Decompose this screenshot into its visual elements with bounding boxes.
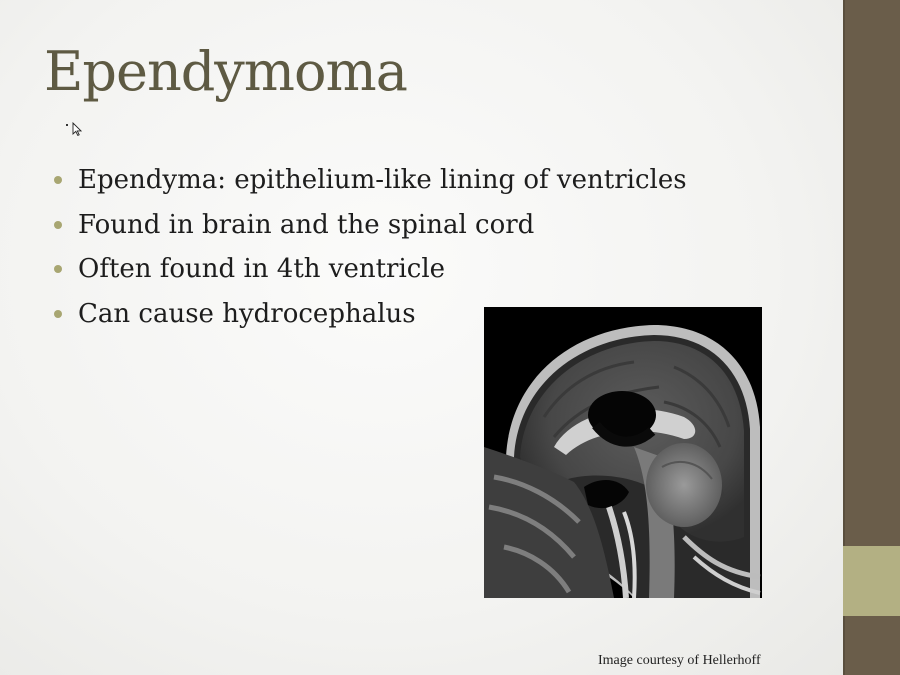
bullet-text: Often found in 4th ventricle <box>78 254 446 284</box>
bullet-icon <box>54 265 62 273</box>
bullet-icon <box>54 221 62 229</box>
image-caption: Image courtesy of Hellerhoff <box>598 653 761 668</box>
mri-scan-image <box>484 307 762 598</box>
mouse-pointer-icon <box>72 122 82 136</box>
slide-title: Ependymoma <box>44 40 407 103</box>
stray-dot <box>66 124 68 126</box>
bullet-text: Ependyma: epithelium-like lining of ventricles <box>78 165 687 195</box>
bullet-item <box>52 203 687 248</box>
bullet-text: Can cause hydrocephalus <box>78 298 416 329</box>
bullet-item <box>52 158 687 203</box>
bullet-icon <box>54 310 62 318</box>
bullet-text: Found in brain and the spinal cord <box>78 209 535 240</box>
bullet-item <box>52 247 687 292</box>
slide-sidebar-accent <box>843 546 900 616</box>
bullet-icon <box>54 176 62 184</box>
mri-brain-sagittal-illustration <box>484 307 762 598</box>
